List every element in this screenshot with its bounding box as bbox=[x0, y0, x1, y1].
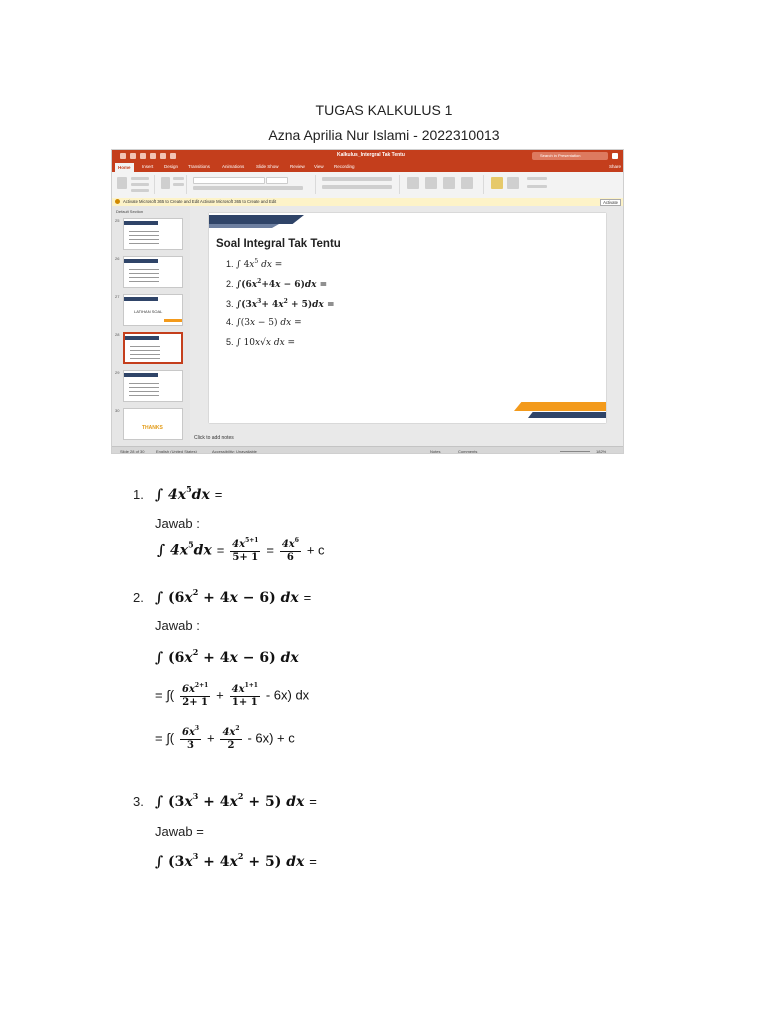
paragraph-group bbox=[319, 175, 400, 194]
tab-animations: Animations bbox=[222, 164, 245, 169]
problem-number: 1. bbox=[133, 487, 144, 502]
print-icon bbox=[160, 153, 166, 159]
problem-1-solution: ∫ $4x^5dx$ = $\frac{4x^{5+1}}{5+ 1}$ = $\frac{4x^6}{6}$ + c bbox=[157, 537, 325, 563]
problem-number: 3. bbox=[133, 794, 144, 809]
slide-thumbnail-selected bbox=[123, 332, 183, 364]
tab-home: Home bbox=[115, 163, 134, 172]
language-indicator: English (United States) bbox=[156, 449, 197, 454]
status-bar bbox=[112, 446, 624, 454]
home-icon bbox=[120, 153, 126, 159]
slide-problem-1: 1. ∫ $4x^5$ dx = bbox=[226, 258, 283, 270]
document-author: Azna Aprilia Nur Islami - 2022310013 bbox=[268, 127, 500, 143]
font-group bbox=[190, 175, 316, 194]
document-title: TUGAS KALKULUS 1 bbox=[315, 102, 453, 118]
problem-1-expression: ∫ $4x^5dx$ = bbox=[155, 484, 223, 503]
notes-toggle: Notes bbox=[430, 449, 441, 454]
slides-group bbox=[158, 175, 187, 194]
ribbon-tabs bbox=[112, 163, 624, 172]
slide-thumbnail bbox=[123, 370, 183, 402]
undo-icon bbox=[140, 153, 146, 159]
activation-message: Activate Microsoft 365 to Create and Edit Activate Microsoft 365 to Create and Edit bbox=[123, 199, 277, 204]
accessibility-indicator: Accessibility: Unavailable bbox=[212, 449, 257, 454]
thumbnail-number: 29 bbox=[115, 370, 120, 375]
problem-3-expression: ∫ $(3x^3 + 4x^2 + 5)$ dx = bbox=[155, 791, 317, 810]
slide-thumbnail bbox=[123, 218, 183, 250]
thumbnail-number: 30 bbox=[115, 408, 120, 413]
problem-2-step-1: ∫ $(6x^2 + 4x - 6)$ dx bbox=[155, 647, 299, 666]
slide-title: Soal Integral Tak Tentu bbox=[216, 238, 341, 250]
share-button: Share bbox=[608, 164, 621, 169]
search-input: Search in Presentation bbox=[532, 152, 608, 160]
clipboard-group bbox=[114, 175, 155, 194]
slide-count: Slide 28 of 30 bbox=[120, 449, 145, 454]
title-bar bbox=[112, 150, 624, 163]
comments-toggle: Comments bbox=[458, 449, 478, 454]
problem-2-step-2: = ∫( $\frac{6x^{2+1}}{2+ 1}$ + $\frac{4x^{1+1}}{1+ 1}$ - 6x) dx bbox=[155, 682, 310, 708]
slide-problem-4: 4. ∫(3x − 5) dx = bbox=[226, 317, 302, 328]
redo-icon bbox=[150, 153, 156, 159]
answer-label: Jawab : bbox=[155, 618, 200, 633]
activate-button: Activate bbox=[600, 199, 621, 206]
slide-decor-band bbox=[528, 412, 606, 418]
problem-number: 2. bbox=[133, 590, 144, 605]
tab-design: Design bbox=[164, 164, 179, 169]
slide-problem-5: 5. ∫ 10x√x dx = bbox=[226, 337, 296, 348]
tab-insert: Insert bbox=[142, 164, 154, 169]
ribbon-toolbar bbox=[112, 172, 624, 199]
slide-problem-3: 3. $\int(3x^3+ 4x^2 + 5)dx$ = bbox=[226, 298, 335, 310]
answer-label: Jawab = bbox=[155, 824, 204, 839]
window-title: Kalkulus_Intergral Tak Tentu bbox=[337, 152, 405, 158]
warning-icon bbox=[115, 199, 120, 204]
problem-2-expression: ∫ $(6x^2 + 4x - 6)$ dx = bbox=[155, 587, 312, 606]
problem-3-step-1: ∫ $(3x^3 + 4x^2 + 5)$ dx = bbox=[155, 851, 317, 870]
section-label: Default Section bbox=[116, 209, 144, 214]
tab-recording: Recording bbox=[334, 164, 355, 169]
zoom-level: 182% bbox=[596, 449, 607, 454]
zoom-slider bbox=[560, 451, 590, 452]
slide-thumbnail-pane bbox=[112, 206, 190, 446]
slide-thumbnail bbox=[123, 256, 183, 288]
tab-transitions: Transitions bbox=[188, 164, 210, 169]
drawing-group bbox=[403, 175, 484, 194]
tab-slide-show: Slide Show bbox=[256, 164, 279, 169]
more-icon bbox=[170, 153, 176, 159]
tab-view: View bbox=[314, 164, 324, 169]
thumbnail-number: 25 bbox=[115, 218, 120, 223]
tab-review: Review bbox=[290, 164, 305, 169]
thumbnail-number: 28 bbox=[115, 332, 120, 337]
notes-placeholder: Click to add notes bbox=[194, 435, 234, 441]
slide-decor-band bbox=[209, 224, 279, 228]
avatar bbox=[612, 153, 618, 159]
thumbnail-number: 26 bbox=[115, 256, 120, 261]
arrange-group bbox=[487, 175, 552, 194]
slide-thumbnail: THANKS bbox=[123, 408, 183, 440]
problem-2-step-3: = ∫( $\frac{6x^3}{3}$ + $\frac{4x^2}{2}$ - 6x) + c bbox=[155, 725, 295, 751]
slide-decor-band bbox=[514, 402, 606, 411]
powerpoint-screenshot bbox=[111, 149, 624, 454]
answer-label: Jawab : bbox=[155, 516, 200, 531]
slide-problem-2: 2. $\int(6x^2+4x - 6)dx$ = bbox=[226, 278, 328, 290]
slide-thumbnail: LATIHAN SOAL bbox=[123, 294, 183, 326]
slide-decor-band bbox=[209, 215, 304, 224]
current-slide bbox=[209, 213, 606, 423]
save-icon bbox=[130, 153, 136, 159]
thumbnail-number: 27 bbox=[115, 294, 120, 299]
